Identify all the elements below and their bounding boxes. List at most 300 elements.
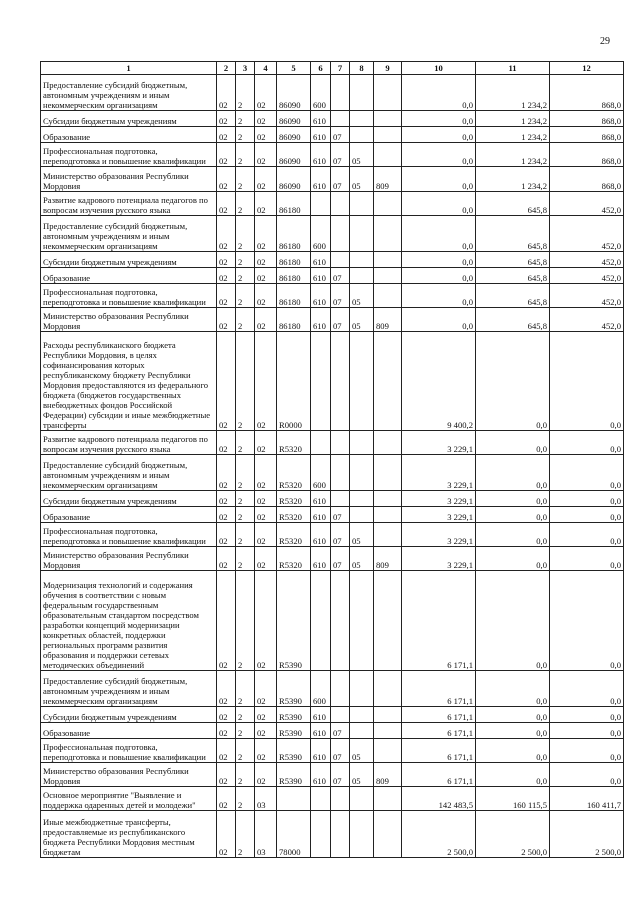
row-cell-col-7 bbox=[331, 787, 350, 811]
row-cell-col-5: R5320 bbox=[277, 455, 311, 491]
row-cell-col-10: 6 171,1 bbox=[402, 763, 476, 787]
table-row bbox=[41, 739, 624, 763]
header-col-10: 10 bbox=[402, 62, 476, 75]
row-cell-col-5: R5390 bbox=[277, 571, 311, 671]
row-cell-col-5: R5390 bbox=[277, 739, 311, 763]
row-cell-col-10: 3 229,1 bbox=[402, 431, 476, 455]
row-cell-col-4: 02 bbox=[255, 491, 277, 507]
row-cell-col-4: 02 bbox=[255, 216, 277, 252]
row-name-cell: Расходы республиканского бюджета Республики Мордовия, в целях софинансирования которых республиканскому бюджету Республики Мордовия предоставляются из федерального бюджета (бюджетов государственных внебюджетных фондов Российской Федерации) субсидии и иные межбюджетные трансферты bbox=[41, 332, 217, 431]
row-cell-col-9 bbox=[374, 739, 402, 763]
row-cell-col-5: 86180 bbox=[277, 252, 311, 268]
header-col-2: 2 bbox=[217, 62, 236, 75]
row-cell-col-2: 02 bbox=[217, 192, 236, 216]
row-cell-col-9 bbox=[374, 507, 402, 523]
row-cell-col-5: 86180 bbox=[277, 268, 311, 284]
row-cell-col-10: 0,0 bbox=[402, 268, 476, 284]
row-cell-col-3: 2 bbox=[236, 167, 255, 192]
header-col-7: 7 bbox=[331, 62, 350, 75]
row-cell-col-7: 07 bbox=[331, 723, 350, 739]
row-cell-col-3: 2 bbox=[236, 787, 255, 811]
row-cell-col-9 bbox=[374, 707, 402, 723]
row-cell-col-8: 05 bbox=[350, 763, 374, 787]
row-cell-col-5: 86090 bbox=[277, 127, 311, 143]
row-cell-col-5: 86090 bbox=[277, 111, 311, 127]
row-name-cell: Образование bbox=[41, 507, 217, 523]
row-cell-col-3: 2 bbox=[236, 268, 255, 284]
row-cell-col-12: 868,0 bbox=[550, 167, 624, 192]
row-cell-col-4: 02 bbox=[255, 284, 277, 308]
table-row bbox=[41, 523, 624, 547]
row-cell-col-12: 0,0 bbox=[550, 431, 624, 455]
row-cell-col-5: R0000 bbox=[277, 332, 311, 431]
row-cell-col-3: 2 bbox=[236, 308, 255, 332]
row-cell-col-4: 02 bbox=[255, 75, 277, 111]
row-cell-col-5: 86180 bbox=[277, 284, 311, 308]
table-row bbox=[41, 723, 624, 739]
row-cell-col-7: 07 bbox=[331, 507, 350, 523]
row-cell-col-9 bbox=[374, 284, 402, 308]
row-cell-col-8 bbox=[350, 252, 374, 268]
row-cell-col-6: 610 bbox=[311, 763, 331, 787]
row-name-cell: Предоставление субсидий бюджетным, автономным учреждениям и иным некоммерческим организациям bbox=[41, 75, 217, 111]
row-cell-col-8 bbox=[350, 707, 374, 723]
row-cell-col-2: 02 bbox=[217, 763, 236, 787]
row-cell-col-12: 0,0 bbox=[550, 763, 624, 787]
row-cell-col-7 bbox=[331, 192, 350, 216]
row-cell-col-8: 05 bbox=[350, 143, 374, 167]
row-cell-col-3: 2 bbox=[236, 491, 255, 507]
row-cell-col-9 bbox=[374, 268, 402, 284]
row-cell-col-9: 809 bbox=[374, 547, 402, 571]
header-col-6: 6 bbox=[311, 62, 331, 75]
row-cell-col-9 bbox=[374, 723, 402, 739]
row-name-cell: Субсидии бюджетным учреждениям bbox=[41, 111, 217, 127]
row-cell-col-10: 6 171,1 bbox=[402, 723, 476, 739]
row-cell-col-6: 610 bbox=[311, 111, 331, 127]
row-cell-col-2: 02 bbox=[217, 111, 236, 127]
row-cell-col-5: R5320 bbox=[277, 431, 311, 455]
row-name-cell: Иные межбюджетные трансферты, предоставляемые из республиканского бюджета Республики Мордовия местным бюджетам bbox=[41, 811, 217, 858]
row-cell-col-7: 07 bbox=[331, 143, 350, 167]
row-cell-col-10: 6 171,1 bbox=[402, 671, 476, 707]
table-row bbox=[41, 671, 624, 707]
row-cell-col-11: 645,8 bbox=[476, 308, 550, 332]
row-cell-col-10: 0,0 bbox=[402, 216, 476, 252]
row-name-cell: Профессиональная подготовка, переподготовка и повышение квалификации bbox=[41, 523, 217, 547]
row-name-cell: Модернизация технологий и содержания обучения в соответствии с новым федеральным государственным образовательным стандартом посредством разработки концепций модернизации конкретных областей, поддержки региональных программ развития образования и поддержки сетевых методических объединений bbox=[41, 571, 217, 671]
row-cell-col-7 bbox=[331, 216, 350, 252]
row-cell-col-10: 2 500,0 bbox=[402, 811, 476, 858]
row-name-cell: Министерство образования Республики Мордовия bbox=[41, 547, 217, 571]
row-cell-col-6 bbox=[311, 332, 331, 431]
table-row bbox=[41, 707, 624, 723]
row-cell-col-9 bbox=[374, 811, 402, 858]
row-name-cell: Министерство образования Республики Мордовия bbox=[41, 763, 217, 787]
table-row bbox=[41, 455, 624, 491]
row-cell-col-3: 2 bbox=[236, 811, 255, 858]
row-cell-col-2: 02 bbox=[217, 127, 236, 143]
row-name-cell: Министерство образования Республики Мордовия bbox=[41, 167, 217, 192]
row-cell-col-4: 02 bbox=[255, 455, 277, 491]
row-cell-col-9 bbox=[374, 332, 402, 431]
row-cell-col-2: 02 bbox=[217, 523, 236, 547]
row-name-cell: Развитие кадрового потенциала педагогов по вопросам изучения русского языка bbox=[41, 192, 217, 216]
row-cell-col-3: 2 bbox=[236, 739, 255, 763]
row-cell-col-9 bbox=[374, 523, 402, 547]
row-cell-col-9 bbox=[374, 192, 402, 216]
row-cell-col-6: 610 bbox=[311, 308, 331, 332]
row-cell-col-2: 02 bbox=[217, 268, 236, 284]
row-cell-col-9 bbox=[374, 111, 402, 127]
row-cell-col-11: 1 234,2 bbox=[476, 143, 550, 167]
row-cell-col-6 bbox=[311, 431, 331, 455]
row-cell-col-11: 2 500,0 bbox=[476, 811, 550, 858]
row-cell-col-10: 0,0 bbox=[402, 167, 476, 192]
row-cell-col-10: 6 171,1 bbox=[402, 739, 476, 763]
row-cell-col-9: 809 bbox=[374, 167, 402, 192]
table-row bbox=[41, 111, 624, 127]
row-cell-col-6: 600 bbox=[311, 75, 331, 111]
row-cell-col-12: 0,0 bbox=[550, 739, 624, 763]
row-cell-col-12: 452,0 bbox=[550, 308, 624, 332]
row-cell-col-7: 07 bbox=[331, 763, 350, 787]
row-cell-col-11: 1 234,2 bbox=[476, 127, 550, 143]
row-cell-col-2: 02 bbox=[217, 332, 236, 431]
row-cell-col-11: 0,0 bbox=[476, 431, 550, 455]
row-cell-col-10: 3 229,1 bbox=[402, 455, 476, 491]
row-cell-col-2: 02 bbox=[217, 143, 236, 167]
row-cell-col-6: 610 bbox=[311, 491, 331, 507]
row-cell-col-11: 0,0 bbox=[476, 455, 550, 491]
row-cell-col-11: 0,0 bbox=[476, 491, 550, 507]
row-cell-col-3: 2 bbox=[236, 216, 255, 252]
row-cell-col-6: 600 bbox=[311, 455, 331, 491]
header-col-1: 1 bbox=[41, 62, 217, 75]
row-cell-col-6: 610 bbox=[311, 739, 331, 763]
row-cell-col-7 bbox=[331, 707, 350, 723]
row-cell-col-4: 02 bbox=[255, 192, 277, 216]
row-cell-col-12: 0,0 bbox=[550, 571, 624, 671]
row-name-cell: Основное мероприятие "Выявление и поддержка одаренных детей и молодежи" bbox=[41, 787, 217, 811]
row-cell-col-3: 2 bbox=[236, 723, 255, 739]
row-cell-col-6 bbox=[311, 192, 331, 216]
row-cell-col-11: 0,0 bbox=[476, 547, 550, 571]
header-col-4: 4 bbox=[255, 62, 277, 75]
row-cell-col-9: 809 bbox=[374, 308, 402, 332]
row-cell-col-4: 02 bbox=[255, 571, 277, 671]
row-cell-col-2: 02 bbox=[217, 707, 236, 723]
row-cell-col-5: 86090 bbox=[277, 167, 311, 192]
row-cell-col-5: 86180 bbox=[277, 192, 311, 216]
row-cell-col-5: 86090 bbox=[277, 75, 311, 111]
row-cell-col-6 bbox=[311, 571, 331, 671]
row-cell-col-2: 02 bbox=[217, 252, 236, 268]
header-col-5: 5 bbox=[277, 62, 311, 75]
row-cell-col-9 bbox=[374, 671, 402, 707]
row-cell-col-10: 0,0 bbox=[402, 284, 476, 308]
row-cell-col-12: 452,0 bbox=[550, 284, 624, 308]
row-cell-col-11: 0,0 bbox=[476, 332, 550, 431]
row-cell-col-11: 645,8 bbox=[476, 252, 550, 268]
row-cell-col-10: 0,0 bbox=[402, 143, 476, 167]
row-name-cell: Профессиональная подготовка, переподготовка и повышение квалификации bbox=[41, 739, 217, 763]
row-cell-col-8 bbox=[350, 507, 374, 523]
row-cell-col-11: 0,0 bbox=[476, 571, 550, 671]
row-cell-col-6: 610 bbox=[311, 127, 331, 143]
row-cell-col-11: 645,8 bbox=[476, 268, 550, 284]
row-cell-col-8 bbox=[350, 127, 374, 143]
row-cell-col-12: 0,0 bbox=[550, 332, 624, 431]
row-cell-col-7 bbox=[331, 455, 350, 491]
table-row bbox=[41, 143, 624, 167]
row-name-cell: Предоставление субсидий бюджетным, автономным учреждениям и иным некоммерческим организациям bbox=[41, 671, 217, 707]
row-name-cell: Образование bbox=[41, 268, 217, 284]
row-cell-col-5: R5320 bbox=[277, 523, 311, 547]
row-cell-col-7 bbox=[331, 671, 350, 707]
row-cell-col-3: 2 bbox=[236, 284, 255, 308]
table-row bbox=[41, 571, 624, 671]
row-cell-col-3: 2 bbox=[236, 192, 255, 216]
row-cell-col-12: 160 411,7 bbox=[550, 787, 624, 811]
row-cell-col-5: R5390 bbox=[277, 671, 311, 707]
row-cell-col-8: 05 bbox=[350, 284, 374, 308]
row-cell-col-5: R5320 bbox=[277, 507, 311, 523]
row-cell-col-4: 02 bbox=[255, 167, 277, 192]
row-cell-col-8: 05 bbox=[350, 523, 374, 547]
row-cell-col-5 bbox=[277, 787, 311, 811]
row-cell-col-8: 05 bbox=[350, 308, 374, 332]
row-cell-col-12: 0,0 bbox=[550, 455, 624, 491]
row-cell-col-3: 2 bbox=[236, 127, 255, 143]
row-cell-col-4: 02 bbox=[255, 252, 277, 268]
row-cell-col-3: 2 bbox=[236, 75, 255, 111]
row-cell-col-5: R5390 bbox=[277, 763, 311, 787]
row-cell-col-2: 02 bbox=[217, 455, 236, 491]
row-cell-col-2: 02 bbox=[217, 75, 236, 111]
row-cell-col-11: 645,8 bbox=[476, 192, 550, 216]
row-name-cell: Субсидии бюджетным учреждениям bbox=[41, 707, 217, 723]
row-cell-col-10: 142 483,5 bbox=[402, 787, 476, 811]
row-cell-col-10: 6 171,1 bbox=[402, 571, 476, 671]
row-name-cell: Субсидии бюджетным учреждениям bbox=[41, 491, 217, 507]
row-cell-col-11: 0,0 bbox=[476, 763, 550, 787]
row-cell-col-3: 2 bbox=[236, 523, 255, 547]
row-cell-col-7 bbox=[331, 332, 350, 431]
table-row bbox=[41, 811, 624, 858]
row-cell-col-3: 2 bbox=[236, 455, 255, 491]
row-cell-col-4: 02 bbox=[255, 143, 277, 167]
table-row bbox=[41, 252, 624, 268]
row-cell-col-4: 02 bbox=[255, 739, 277, 763]
row-cell-col-4: 02 bbox=[255, 763, 277, 787]
row-cell-col-11: 0,0 bbox=[476, 707, 550, 723]
row-cell-col-8 bbox=[350, 431, 374, 455]
row-cell-col-6: 610 bbox=[311, 507, 331, 523]
row-cell-col-2: 02 bbox=[217, 167, 236, 192]
row-cell-col-10: 0,0 bbox=[402, 111, 476, 127]
row-cell-col-11: 645,8 bbox=[476, 284, 550, 308]
table-row bbox=[41, 491, 624, 507]
row-cell-col-2: 02 bbox=[217, 507, 236, 523]
table-row bbox=[41, 308, 624, 332]
row-cell-col-12: 0,0 bbox=[550, 547, 624, 571]
row-cell-col-8 bbox=[350, 192, 374, 216]
row-name-cell: Предоставление субсидий бюджетным, автономным учреждениям и иным некоммерческим организациям bbox=[41, 455, 217, 491]
row-cell-col-10: 0,0 bbox=[402, 127, 476, 143]
row-cell-col-4: 02 bbox=[255, 671, 277, 707]
row-cell-col-3: 2 bbox=[236, 763, 255, 787]
row-cell-col-8 bbox=[350, 723, 374, 739]
row-cell-col-7 bbox=[331, 811, 350, 858]
row-cell-col-12: 0,0 bbox=[550, 723, 624, 739]
row-cell-col-11: 0,0 bbox=[476, 671, 550, 707]
row-cell-col-2: 02 bbox=[217, 787, 236, 811]
row-cell-col-12: 452,0 bbox=[550, 252, 624, 268]
row-cell-col-10: 0,0 bbox=[402, 308, 476, 332]
row-cell-col-2: 02 bbox=[217, 216, 236, 252]
row-cell-col-10: 3 229,1 bbox=[402, 491, 476, 507]
row-cell-col-8: 05 bbox=[350, 547, 374, 571]
row-cell-col-8 bbox=[350, 111, 374, 127]
row-cell-col-3: 2 bbox=[236, 671, 255, 707]
row-name-cell: Образование bbox=[41, 127, 217, 143]
row-cell-col-8 bbox=[350, 787, 374, 811]
row-cell-col-4: 02 bbox=[255, 268, 277, 284]
row-cell-col-7: 07 bbox=[331, 268, 350, 284]
header-col-11: 11 bbox=[476, 62, 550, 75]
row-cell-col-11: 0,0 bbox=[476, 523, 550, 547]
row-name-cell: Профессиональная подготовка, переподготовка и повышение квалификации bbox=[41, 143, 217, 167]
row-cell-col-7: 07 bbox=[331, 739, 350, 763]
table-row bbox=[41, 216, 624, 252]
table-row bbox=[41, 547, 624, 571]
row-cell-col-7 bbox=[331, 431, 350, 455]
row-cell-col-6: 610 bbox=[311, 268, 331, 284]
row-cell-col-3: 2 bbox=[236, 547, 255, 571]
row-cell-col-5: R5320 bbox=[277, 547, 311, 571]
table-header-row bbox=[41, 62, 624, 75]
row-name-cell: Предоставление субсидий бюджетным, автономным учреждениям и иным некоммерческим организациям bbox=[41, 216, 217, 252]
row-cell-col-9 bbox=[374, 127, 402, 143]
row-cell-col-4: 02 bbox=[255, 332, 277, 431]
row-name-cell: Профессиональная подготовка, переподготовка и повышение квалификации bbox=[41, 284, 217, 308]
row-cell-col-7 bbox=[331, 111, 350, 127]
row-cell-col-11: 1 234,2 bbox=[476, 167, 550, 192]
row-cell-col-8 bbox=[350, 216, 374, 252]
row-cell-col-7: 07 bbox=[331, 308, 350, 332]
row-cell-col-11: 1 234,2 bbox=[476, 111, 550, 127]
row-cell-col-4: 02 bbox=[255, 523, 277, 547]
row-name-cell: Образование bbox=[41, 723, 217, 739]
row-cell-col-7 bbox=[331, 75, 350, 111]
row-cell-col-8 bbox=[350, 268, 374, 284]
row-cell-col-12: 0,0 bbox=[550, 491, 624, 507]
row-cell-col-12: 868,0 bbox=[550, 75, 624, 111]
row-cell-col-2: 02 bbox=[217, 739, 236, 763]
row-cell-col-11: 645,8 bbox=[476, 216, 550, 252]
row-cell-col-9 bbox=[374, 431, 402, 455]
row-cell-col-6: 600 bbox=[311, 216, 331, 252]
header-col-12: 12 bbox=[550, 62, 624, 75]
row-cell-col-9 bbox=[374, 75, 402, 111]
row-cell-col-8 bbox=[350, 491, 374, 507]
row-cell-col-11: 1 234,2 bbox=[476, 75, 550, 111]
row-cell-col-9 bbox=[374, 143, 402, 167]
row-cell-col-9 bbox=[374, 491, 402, 507]
row-cell-col-10: 6 171,1 bbox=[402, 707, 476, 723]
row-cell-col-3: 2 bbox=[236, 707, 255, 723]
row-cell-col-4: 02 bbox=[255, 723, 277, 739]
row-cell-col-6: 610 bbox=[311, 523, 331, 547]
row-cell-col-6: 610 bbox=[311, 167, 331, 192]
row-cell-col-4: 02 bbox=[255, 111, 277, 127]
row-cell-col-2: 02 bbox=[217, 547, 236, 571]
row-cell-col-2: 02 bbox=[217, 671, 236, 707]
table-body bbox=[41, 75, 624, 858]
row-cell-col-4: 02 bbox=[255, 707, 277, 723]
row-cell-col-10: 9 400,2 bbox=[402, 332, 476, 431]
row-cell-col-3: 2 bbox=[236, 143, 255, 167]
row-cell-col-8 bbox=[350, 455, 374, 491]
row-cell-col-5: R5320 bbox=[277, 491, 311, 507]
row-cell-col-12: 0,0 bbox=[550, 671, 624, 707]
row-cell-col-11: 0,0 bbox=[476, 723, 550, 739]
table-row bbox=[41, 507, 624, 523]
row-cell-col-7: 07 bbox=[331, 127, 350, 143]
row-cell-col-4: 02 bbox=[255, 507, 277, 523]
table-row bbox=[41, 167, 624, 192]
row-cell-col-6: 600 bbox=[311, 671, 331, 707]
row-cell-col-3: 2 bbox=[236, 111, 255, 127]
row-cell-col-7: 07 bbox=[331, 284, 350, 308]
row-cell-col-9 bbox=[374, 787, 402, 811]
page-number: 29 bbox=[600, 36, 610, 47]
row-cell-col-4: 02 bbox=[255, 308, 277, 332]
table-row bbox=[41, 284, 624, 308]
row-cell-col-5: R5390 bbox=[277, 723, 311, 739]
row-cell-col-2: 02 bbox=[217, 308, 236, 332]
row-cell-col-11: 0,0 bbox=[476, 507, 550, 523]
row-cell-col-12: 2 500,0 bbox=[550, 811, 624, 858]
row-cell-col-10: 3 229,1 bbox=[402, 547, 476, 571]
row-cell-col-9 bbox=[374, 455, 402, 491]
row-cell-col-10: 3 229,1 bbox=[402, 507, 476, 523]
table-row bbox=[41, 431, 624, 455]
table-row bbox=[41, 787, 624, 811]
row-cell-col-2: 02 bbox=[217, 491, 236, 507]
row-cell-col-6: 610 bbox=[311, 143, 331, 167]
row-cell-col-3: 2 bbox=[236, 431, 255, 455]
row-cell-col-2: 02 bbox=[217, 431, 236, 455]
row-cell-col-3: 2 bbox=[236, 332, 255, 431]
row-cell-col-9: 809 bbox=[374, 763, 402, 787]
table-row bbox=[41, 763, 624, 787]
row-cell-col-5: R5390 bbox=[277, 707, 311, 723]
row-cell-col-7: 07 bbox=[331, 167, 350, 192]
row-cell-col-2: 02 bbox=[217, 811, 236, 858]
row-cell-col-10: 3 229,1 bbox=[402, 523, 476, 547]
row-cell-col-6: 610 bbox=[311, 284, 331, 308]
row-cell-col-12: 452,0 bbox=[550, 192, 624, 216]
table-row bbox=[41, 192, 624, 216]
row-cell-col-8 bbox=[350, 811, 374, 858]
row-cell-col-8: 05 bbox=[350, 739, 374, 763]
row-cell-col-3: 2 bbox=[236, 507, 255, 523]
row-cell-col-12: 452,0 bbox=[550, 268, 624, 284]
header-col-3: 3 bbox=[236, 62, 255, 75]
row-cell-col-12: 452,0 bbox=[550, 216, 624, 252]
